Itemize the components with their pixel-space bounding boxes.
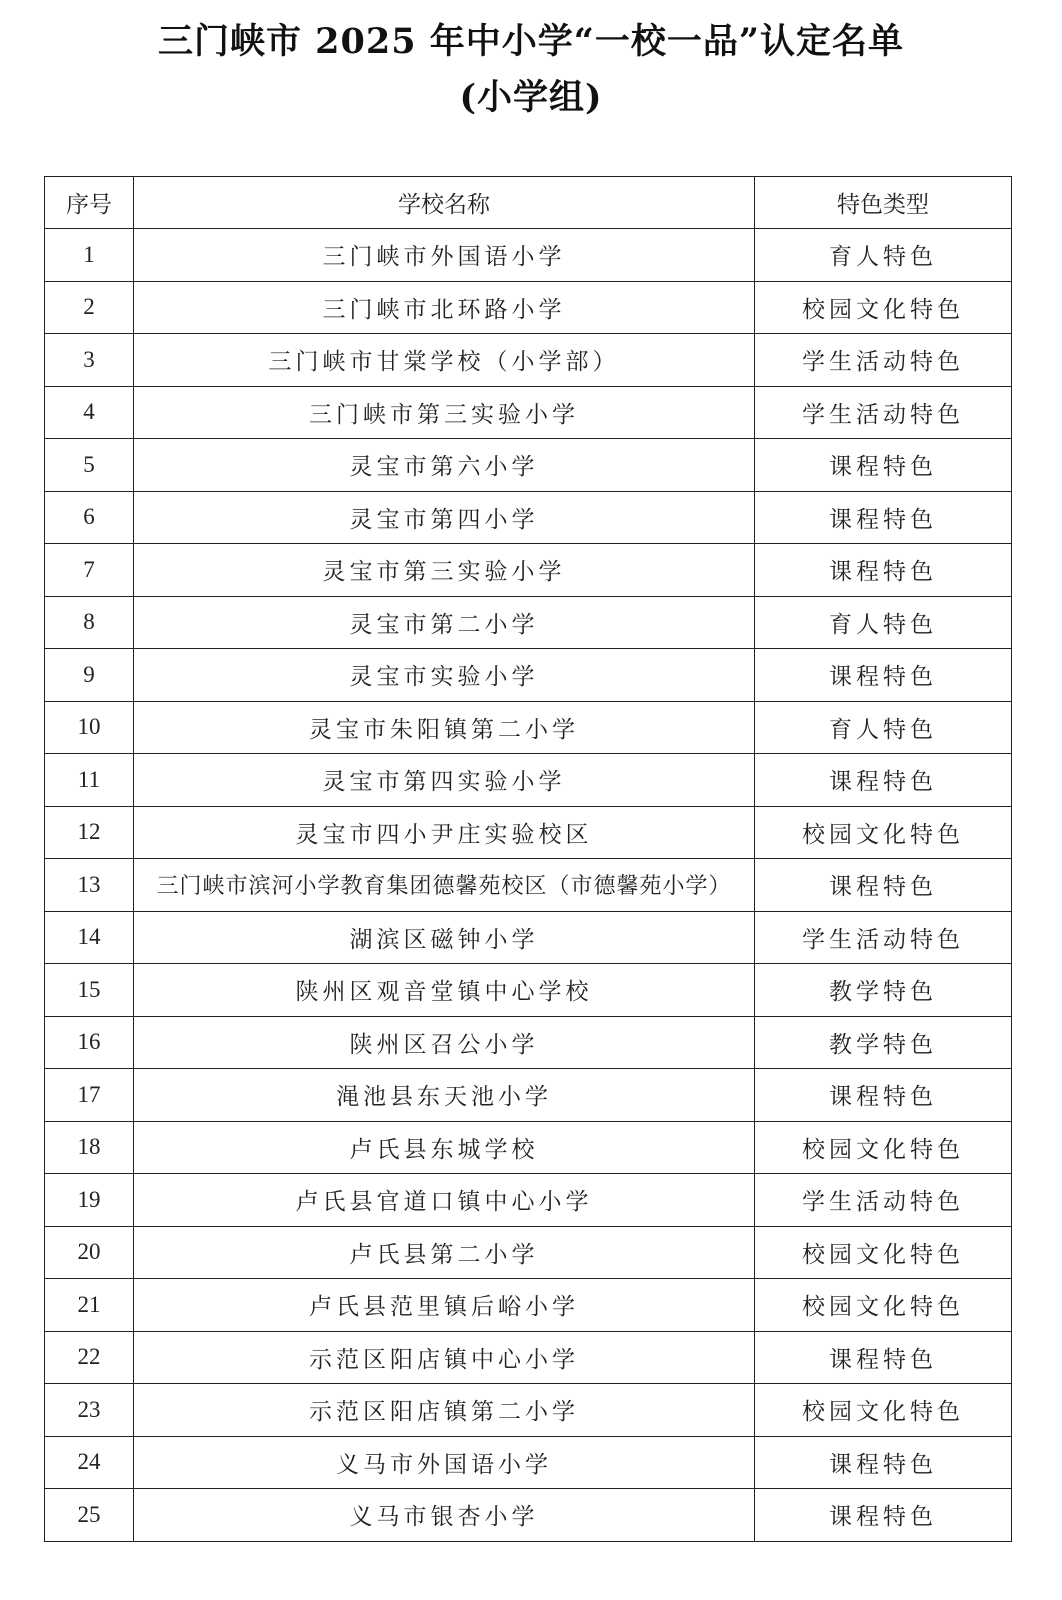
header-school-name: 学校名称 bbox=[134, 177, 755, 229]
row-feature-type: 学生活动特色 bbox=[755, 334, 1012, 387]
row-school-name: 示范区阳店镇第二小学 bbox=[134, 1384, 755, 1437]
row-index: 24 bbox=[45, 1436, 134, 1489]
table-row bbox=[45, 596, 1012, 649]
row-index: 17 bbox=[45, 1069, 134, 1122]
row-school-name: 灵宝市第二小学 bbox=[134, 596, 755, 649]
table-row bbox=[45, 964, 1012, 1017]
table-row bbox=[45, 859, 1012, 912]
row-school-name: 三门峡市滨河小学教育集团德馨苑校区（市德馨苑小学） bbox=[134, 859, 755, 912]
page-subtitle: (小学组) bbox=[459, 77, 603, 118]
row-school-name: 灵宝市朱阳镇第二小学 bbox=[134, 701, 755, 754]
row-feature-type: 课程特色 bbox=[755, 1436, 1012, 1489]
row-school-name: 三门峡市北环路小学 bbox=[134, 281, 755, 334]
row-school-name: 湖滨区磁钟小学 bbox=[134, 911, 755, 964]
row-index: 20 bbox=[45, 1226, 134, 1279]
row-feature-type: 课程特色 bbox=[755, 491, 1012, 544]
row-school-name: 灵宝市第四小学 bbox=[134, 491, 755, 544]
row-feature-type: 学生活动特色 bbox=[755, 1174, 1012, 1227]
row-feature-type: 教学特色 bbox=[755, 1016, 1012, 1069]
row-index: 16 bbox=[45, 1016, 134, 1069]
row-index: 4 bbox=[45, 386, 134, 439]
table-row bbox=[45, 1489, 1012, 1542]
row-index: 13 bbox=[45, 859, 134, 912]
row-feature-type: 课程特色 bbox=[755, 439, 1012, 492]
row-feature-type: 校园文化特色 bbox=[755, 281, 1012, 334]
row-feature-type: 课程特色 bbox=[755, 544, 1012, 597]
table-row bbox=[45, 281, 1012, 334]
row-school-name: 渑池县东天池小学 bbox=[134, 1069, 755, 1122]
table-row bbox=[45, 491, 1012, 544]
row-index: 25 bbox=[45, 1489, 134, 1542]
row-index: 9 bbox=[45, 649, 134, 702]
row-feature-type: 育人特色 bbox=[755, 596, 1012, 649]
row-feature-type: 课程特色 bbox=[755, 1331, 1012, 1384]
table-row bbox=[45, 754, 1012, 807]
row-school-name: 卢氏县东城学校 bbox=[134, 1121, 755, 1174]
row-feature-type: 校园文化特色 bbox=[755, 1226, 1012, 1279]
row-school-name: 陕州区召公小学 bbox=[134, 1016, 755, 1069]
header-feature-type: 特色类型 bbox=[755, 177, 1012, 229]
row-index: 8 bbox=[45, 596, 134, 649]
table-body bbox=[45, 229, 1012, 1542]
row-school-name: 灵宝市第六小学 bbox=[134, 439, 755, 492]
table-row bbox=[45, 229, 1012, 282]
table-row bbox=[45, 1436, 1012, 1489]
table-row bbox=[45, 649, 1012, 702]
row-index: 21 bbox=[45, 1279, 134, 1332]
row-feature-type: 学生活动特色 bbox=[755, 911, 1012, 964]
table-row bbox=[45, 1016, 1012, 1069]
table-row bbox=[45, 806, 1012, 859]
row-school-name: 灵宝市四小尹庄实验校区 bbox=[134, 806, 755, 859]
row-school-name: 三门峡市外国语小学 bbox=[134, 229, 755, 282]
row-feature-type: 育人特色 bbox=[755, 701, 1012, 754]
row-school-name: 示范区阳店镇中心小学 bbox=[134, 1331, 755, 1384]
row-index: 14 bbox=[45, 911, 134, 964]
row-index: 3 bbox=[45, 334, 134, 387]
row-feature-type: 课程特色 bbox=[755, 859, 1012, 912]
table-row bbox=[45, 334, 1012, 387]
row-school-name: 灵宝市第四实验小学 bbox=[134, 754, 755, 807]
row-index: 11 bbox=[45, 754, 134, 807]
row-feature-type: 学生活动特色 bbox=[755, 386, 1012, 439]
table-row bbox=[45, 1226, 1012, 1279]
row-index: 18 bbox=[45, 1121, 134, 1174]
row-feature-type: 育人特色 bbox=[755, 229, 1012, 282]
row-feature-type: 校园文化特色 bbox=[755, 806, 1012, 859]
row-index: 10 bbox=[45, 701, 134, 754]
row-feature-type: 课程特色 bbox=[755, 649, 1012, 702]
table-row bbox=[45, 1121, 1012, 1174]
row-index: 6 bbox=[45, 491, 134, 544]
row-index: 23 bbox=[45, 1384, 134, 1437]
row-index: 22 bbox=[45, 1331, 134, 1384]
table-row bbox=[45, 1331, 1012, 1384]
table-row bbox=[45, 1069, 1012, 1122]
row-feature-type: 课程特色 bbox=[755, 1069, 1012, 1122]
table-header-row bbox=[45, 177, 1012, 229]
row-school-name: 卢氏县第二小学 bbox=[134, 1226, 755, 1279]
table-row bbox=[45, 386, 1012, 439]
row-school-name: 义马市银杏小学 bbox=[134, 1489, 755, 1542]
row-school-name: 灵宝市实验小学 bbox=[134, 649, 755, 702]
row-index: 1 bbox=[45, 229, 134, 282]
table-row bbox=[45, 1384, 1012, 1437]
table-row bbox=[45, 1279, 1012, 1332]
row-school-name: 卢氏县范里镇后峪小学 bbox=[134, 1279, 755, 1332]
page-title: 三门峡市 2025 年中小学“一校一品”认定名单 bbox=[157, 21, 905, 62]
row-index: 2 bbox=[45, 281, 134, 334]
header-index: 序号 bbox=[45, 177, 134, 229]
row-index: 7 bbox=[45, 544, 134, 597]
table-row bbox=[45, 1174, 1012, 1227]
table-row bbox=[45, 544, 1012, 597]
row-index: 5 bbox=[45, 439, 134, 492]
row-school-name: 三门峡市甘棠学校（小学部） bbox=[134, 334, 755, 387]
row-feature-type: 校园文化特色 bbox=[755, 1121, 1012, 1174]
row-school-name: 义马市外国语小学 bbox=[134, 1436, 755, 1489]
row-feature-type: 校园文化特色 bbox=[755, 1279, 1012, 1332]
row-index: 15 bbox=[45, 964, 134, 1017]
school-list-table bbox=[44, 176, 1012, 1542]
row-school-name: 三门峡市第三实验小学 bbox=[134, 386, 755, 439]
table-row bbox=[45, 911, 1012, 964]
row-feature-type: 教学特色 bbox=[755, 964, 1012, 1017]
row-feature-type: 课程特色 bbox=[755, 754, 1012, 807]
table-row bbox=[45, 439, 1012, 492]
row-index: 12 bbox=[45, 806, 134, 859]
row-school-name: 灵宝市第三实验小学 bbox=[134, 544, 755, 597]
row-feature-type: 校园文化特色 bbox=[755, 1384, 1012, 1437]
row-school-name: 陕州区观音堂镇中心学校 bbox=[134, 964, 755, 1017]
row-feature-type: 课程特色 bbox=[755, 1489, 1012, 1542]
table-row bbox=[45, 701, 1012, 754]
row-school-name: 卢氏县官道口镇中心小学 bbox=[134, 1174, 755, 1227]
row-index: 19 bbox=[45, 1174, 134, 1227]
